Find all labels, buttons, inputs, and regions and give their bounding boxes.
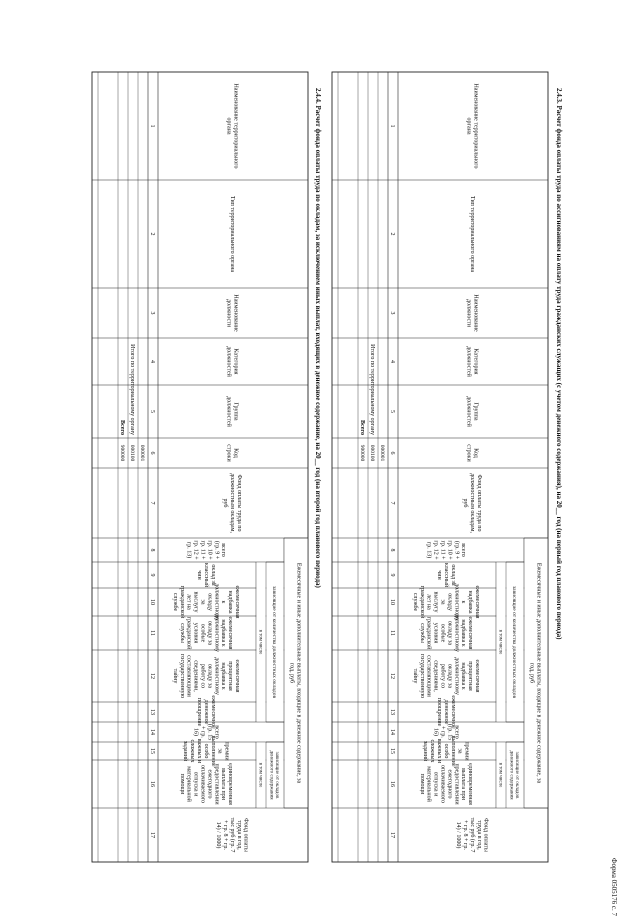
column-number: 16: [149, 781, 155, 787]
column-header-8-text: всего(гр. 9 +гр. 10 +гр. 11 +гр. 12 +гр. 13): [425, 540, 467, 560]
group-sub2-label-text: зависящие от окладовденежного содержания: [268, 750, 280, 800]
column-header-3: [465, 294, 478, 332]
payroll-table: [92, 72, 308, 862]
group-sub2-label: [508, 750, 519, 800]
column-number: 2: [149, 232, 155, 236]
group-incl-label-text: в том числе: [497, 762, 503, 788]
column-header-15-text: премиизавыполнениеособоважных исложныхзаданий: [182, 735, 230, 767]
column-header-4-text: Категориядолжностей: [465, 346, 479, 377]
total-label: Всего: [119, 420, 125, 435]
group-header-label-text: Ежемесячные и иные дополнительные выплаты, входящие в денежное содержание, загод, руб: [288, 562, 302, 784]
column-header-1: [465, 83, 478, 168]
column-header-5: [465, 396, 478, 427]
column-header-3: [225, 294, 238, 332]
total-label: Всего: [359, 420, 365, 435]
column-number: 11: [389, 630, 395, 636]
group-incl-label: [497, 763, 502, 788]
column-number: 10: [389, 599, 395, 605]
column-header-6: [225, 444, 238, 462]
column-header-3-text: Наименованиедолжности: [225, 294, 239, 332]
column-header-2-text: Тип территориального органа: [228, 195, 235, 273]
group-incl-label-text: в том числе: [257, 629, 263, 655]
column-number: 5: [389, 410, 395, 413]
column-header-5-text: Группадолжностей: [465, 396, 479, 427]
group-sub1-label-text: зависящие от количества должностных окладов: [511, 585, 518, 699]
row-code: 000100: [129, 444, 135, 462]
column-number: 12: [149, 673, 155, 679]
column-header-14-text: всего(гр. 15+ гр.16): [192, 723, 220, 741]
group-incl-label: [257, 763, 262, 788]
section-2-4-3: [332, 72, 563, 862]
section-title: 2.4.3. Расчет фонда оплаты труда по ассигнованиям на оплату труда гражданских служащих (с учетом денежного содержания), на 20__ год (на первый год планового периода): [555, 88, 563, 640]
group-sub1-label: [271, 586, 277, 698]
form-code: Форма 0505176 с. 7: [610, 858, 618, 916]
column-number: 13: [149, 709, 155, 715]
column-header-8: [426, 540, 467, 560]
column-number: 9: [149, 573, 155, 577]
column-header-16: [179, 763, 233, 805]
subtotal-label: Итого по территориальному органу: [129, 344, 135, 435]
column-number: 9: [389, 573, 395, 577]
section-title: 2.4.4. Расчет фонда оплаты труда по окладам, за исключением иных выплат, входящих в денежное содержание, на 20__ год (на второй год планового периода): [314, 88, 322, 588]
column-header-6: [465, 444, 478, 462]
column-header-15: [422, 736, 469, 767]
column-header-12: [412, 654, 480, 699]
column-header-11: [419, 614, 473, 652]
column-header-8-text: всего(гр. 9 +гр. 10 +гр. 11 +гр. 12 +гр. 13): [185, 540, 227, 560]
column-header-11-text: ежемесячнаянадбавка кдолжностномуокладу заособыеусловиягражданскойслужбы: [418, 614, 474, 652]
column-number: 17: [149, 832, 155, 838]
section-2-4-4: [92, 72, 322, 862]
column-header-3-text: Наименованиедолжности: [465, 294, 479, 332]
column-number: 13: [389, 709, 395, 715]
group-sub1-label: [511, 586, 517, 698]
column-header-12: [172, 654, 240, 699]
column-header-7: [462, 473, 482, 533]
column-header-4: [225, 346, 238, 377]
column-header-2: [469, 196, 475, 272]
column-header-4-text: Категориядолжностей: [225, 346, 239, 377]
column-header-2-text: Тип территориального органа: [468, 195, 475, 273]
column-header-7-text: Фонд оплаты труда подолжностным окладам,руб: [222, 473, 242, 533]
column-number: 17: [389, 832, 395, 838]
column-number: 8: [389, 548, 395, 552]
group-incl-label-text: в том числе: [497, 629, 503, 655]
group-sub1-label-text: зависящие от количества должностных окладов: [271, 585, 278, 699]
column-number: 15: [389, 748, 395, 754]
column-header-2: [229, 196, 235, 272]
column-header-9-text: оклад заклассныйчин: [436, 562, 456, 588]
column-number: 11: [149, 630, 155, 636]
column-header-11: [179, 614, 233, 652]
column-header-17-text: Фонд оплатытруда в год,тыс руб (гр. 7+ гр. 8 + гр.14) / 1000): [215, 817, 249, 853]
column-number: 8: [149, 548, 155, 552]
subtotal-label: Итого по территориальному органу: [369, 344, 375, 435]
column-number: 3: [149, 311, 155, 315]
group-sub2-label-text: зависящие от окладовденежного содержания: [508, 750, 520, 800]
column-number: 6: [149, 451, 155, 455]
column-number: 12: [389, 673, 395, 679]
column-header-7: [222, 473, 242, 533]
column-number: 6: [389, 451, 395, 455]
group-incl-label: [497, 630, 502, 655]
column-header-13-text: ежемесячноеденежноепоощрение: [196, 695, 216, 729]
column-number: 1: [389, 124, 395, 128]
group-incl-label: [257, 630, 262, 655]
group-incl-label-text: в том числе: [257, 762, 263, 788]
column-header-10-text: ежемесячнаянадбавкакдолжностномуокладузавыслугулет награжданскойслужбе: [171, 583, 240, 621]
column-header-7-text: Фонд оплаты труда подолжностным окладам,руб: [462, 473, 482, 533]
column-header-6-text: Кодстроки: [465, 444, 479, 462]
column-header-10: [412, 583, 480, 621]
column-header-16-text: единовременнаявыплата припредоставленииежегодногооплачиваемогоотпуска иматериальнойпомощи: [418, 763, 474, 805]
column-header-17-text: Фонд оплатытруда в год,тыс руб (гр. 7+ гр. 8 + гр.14) / 1000): [455, 817, 489, 853]
column-header-14-text: всего(гр. 15+ гр.16): [432, 723, 460, 741]
column-number: 2: [389, 232, 395, 236]
column-header-4: [465, 346, 478, 377]
column-header-1: [225, 83, 238, 168]
column-number: 3: [389, 311, 395, 315]
column-header-12-text: ежемесячнаяпроцентнаянадбавка кдолжностномуокладу заработу сосведениями,составляющимигосударственнуютайну: [171, 653, 240, 699]
column-number: 14: [389, 729, 395, 735]
column-number: 16: [389, 781, 395, 787]
column-header-5-text: Группадолжностей: [225, 396, 239, 427]
row-code: 000100: [369, 444, 375, 462]
row-code: 900000: [119, 444, 125, 462]
column-number: 5: [149, 410, 155, 413]
column-header-15: [182, 736, 229, 767]
column-header-13-text: ежемесячноеденежноепоощрение: [436, 695, 456, 729]
row-code: 900000: [359, 444, 365, 462]
column-number: 4: [389, 360, 395, 363]
column-number: 4: [149, 360, 155, 363]
column-header-9-text: оклад заклассныйчин: [196, 562, 216, 588]
column-header-16: [419, 763, 473, 805]
column-header-11-text: ежемесячнаянадбавка кдолжностномуокладу заособыеусловиягражданскойслужбы: [178, 614, 234, 652]
column-number: 10: [149, 599, 155, 605]
column-header-10: [172, 583, 240, 621]
group-sub2-label: [268, 750, 279, 800]
payroll-table: [332, 72, 548, 862]
column-header-6-text: Кодстроки: [225, 444, 239, 462]
column-number: 1: [149, 124, 155, 128]
column-number: 7: [389, 501, 395, 505]
column-header-10-text: ежемесячнаянадбавкакдолжностномуокладузавыслугулет награжданскойслужбе: [411, 583, 480, 621]
column-header-15-text: премиизавыполнениеособоважных исложныхзаданий: [422, 735, 470, 767]
column-header-9: [436, 563, 456, 588]
column-header-8: [186, 540, 227, 560]
column-number: 15: [149, 748, 155, 754]
column-header-16-text: единовременнаявыплата припредоставленииежегодногооплачиваемогоотпуска иматериальнойпомощи: [178, 763, 234, 805]
column-header-17: [215, 818, 249, 853]
column-header-9: [196, 563, 216, 588]
row-code: 000001: [379, 444, 385, 462]
column-header-1-text: Наименование территориальногооргана: [465, 83, 479, 169]
column-header-17: [455, 818, 489, 853]
column-header-1-text: Наименование территориальногооргана: [225, 83, 239, 169]
column-number: 7: [149, 501, 155, 505]
column-header-12-text: ежемесячнаяпроцентнаянадбавка кдолжностномуокладу заработу сосведениями,составляющимигосударственнуютайну: [411, 653, 480, 699]
column-number: 14: [149, 729, 155, 735]
group-header-label-text: Ежемесячные и иные дополнительные выплаты, входящие в денежное содержание, загод, руб: [528, 562, 542, 784]
column-header-5: [225, 396, 238, 427]
row-code: 000001: [139, 444, 145, 462]
